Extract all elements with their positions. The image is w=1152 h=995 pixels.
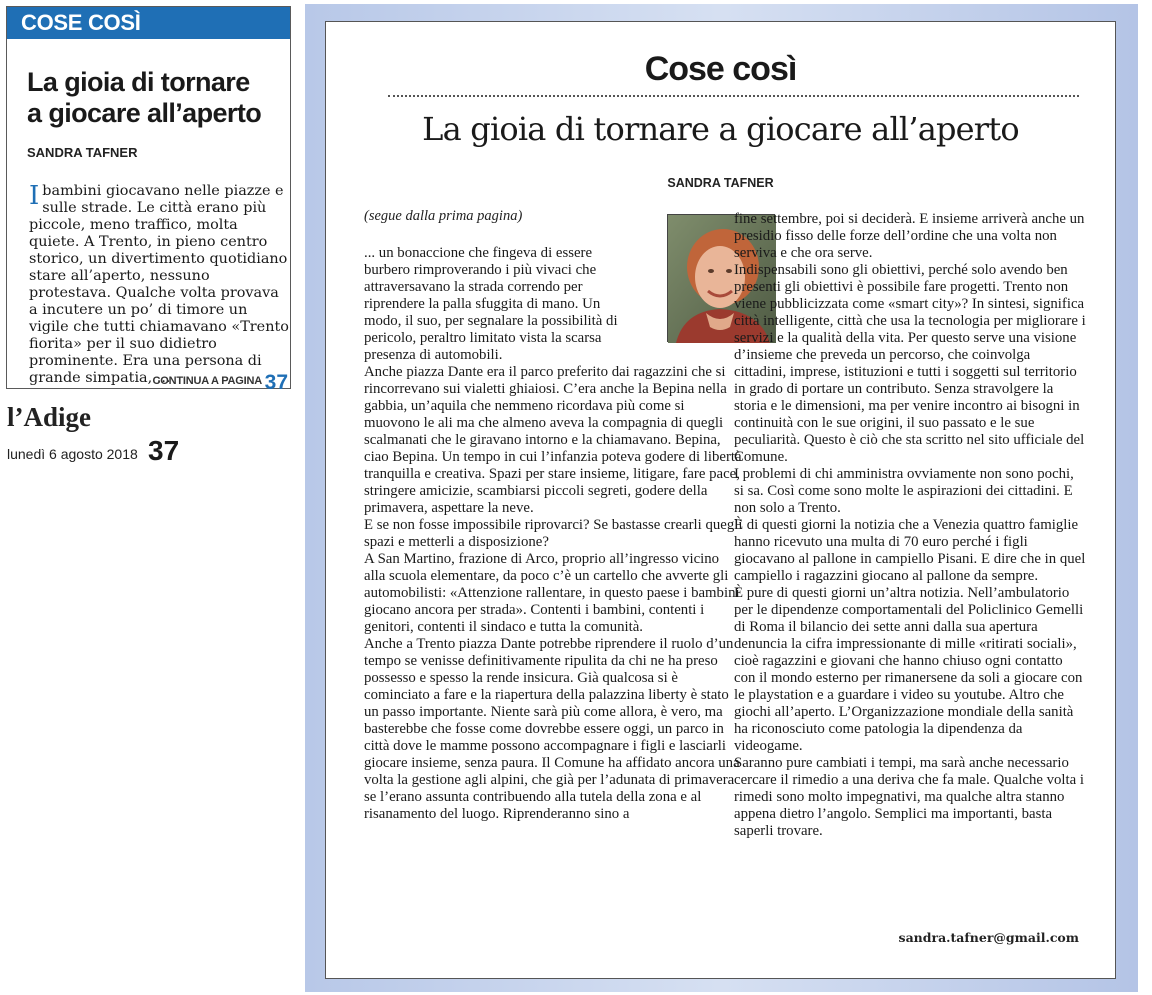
dotted-divider [388,95,1079,97]
teaser-dropcap: I [29,181,40,211]
article-paragraph: Saranno pure cambiati i tempi, ma sarà anche necessario cercare il rimedio a una deriva che fa male. Qualche volta i rimedi sono molto impegnativi, ma qualche altra stanno appena dietro l’angolo. Semplici ma importanti, basta saperli trovare. [734,755,1085,839]
continued-note: (segue dalla prima pagina) [364,208,523,224]
teaser-author: SANDRA TAFNER [27,145,138,160]
continue-page-number[interactable]: 37 [264,371,288,394]
article-title: La gioia di tornare a giocare all’aperto [422,110,1019,148]
article-paragraph: È pure di questi giorni un’altra notizia. Nell’ambulatorio per le dipendenze comportamentali del Policlinico Gemelli di Roma il bilancio dei sette anni dalla sua apertura denuncia la cifra impressionante di mille «ritirati sociali», cioè ragazzini e giovani che hanno chiuso ogni contatto con il mondo esterno per rimanersene da soli a giocare con le playstation e a guardare i video su youtube. Altro che giochi all’aperto. L’Organizzazione mondiale della sanità ha riconosciuto come patologia la dipendenza da videogame. [734,585,1084,754]
article-paragraph: I problemi di chi amministra ovviamente non sono pochi, si sa. Così come sono molte le aspirazioni dei cittadini. E non solo a Trento. [734,466,1074,516]
newspaper-name: l’Adige [7,402,91,432]
article-paragraph: E se non fosse impossibile riprovarci? Se bastasse crearli quegli spazi e metterli a disposizione? [364,517,743,550]
teaser-title-line1: La gioia di tornare [27,67,250,97]
article-paragraph: A San Martino, frazione di Arco, proprio all’ingresso vicino alla scuola elementare, da poco c’è un cartello che avverte gli automobilisti: «Attenzione rallentare, in questo paese i bambini giocano ancora per strada». Contenti i bambini, contenti i genitori, contenti il sindaco e tutta la comunità. [364,551,740,635]
article-paragraph: Anche piazza Dante era il parco preferito dai ragazzini che si rincorrevano sui vialetti ghiaiosi. C’era anche la Bepina nella gabbia, un’aquila che nemmeno ricordava più come si muovono le ali ma che almeno aveva la compagnia di quegli scalmanati che le giravano intorno e la chiamavano. Bepina, ciao Bepina. Un tempo in cui l’infanzia poteva godere di libertà tranquilla e creativa. Spazi per stare insieme, litigare, fare pace, stringere amicizie, scambiarsi piccoli segreti, godere della primavera, aspettare la neve. [364,364,742,516]
article-paragraph: Indispensabili sono gli obiettivi, perché solo avendo ben presenti gli obiettivi è possibile fare progetti. Trento non viene pubblicizzata come «smart city»? In sintesi, significa città intelligente, città che usa la tecnologia per migliorare i servizi e la qualità della vita. Per questo serve una visione d’insieme che preveda un percorso, che coinvolga cittadini, imprese, istituzioni e tutti i soggetti sul territorio in grado di portare un contributo. Senza stravolgere la storia e le dimensioni, ma per venire incontro ai bisogni in continuità con le sue origini, il suo passato e le sue peculiarità. Questo è ciò che sta scritto nel sito ufficiale del Comune. [734,262,1086,465]
continue-link[interactable]: CONTINUA A PAGINA [152,375,262,387]
teaser-title-line2: a giocare all’aperto [27,98,262,128]
article-paragraph: Anche a Trento piazza Dante potrebbe riprendere il ruolo d’un tempo se venisse definitivamente ripulita da chi ne ha preso possesso e spesso la rende insicura. Già qualcosa si è cominciato a fare e la riapertura della palazzina liberty è stato un passo importante. Niente sarà più come allora, è vero, ma basterebbe che fosse come dovrebbe essere oggi, un parco in città dove le mamme possono accompagnare i figli e lasciarli giocare insieme, senza paura. Il Comune ha affidato ancora una volta la gestione agli alpini, che già per l’adunata di primavera se l’erano assunta contribuendo alla tutela della zona e al risanamento del luogo. Riprenderanno sino a [364,636,740,822]
article [325,21,1116,979]
article-paragraph: ... un bonaccione che fingeva di essere burbero rimproverando i più vivaci che attraversavano la strada correndo per riprendere la palla sfuggita di mano. Un modo, il suo, per segnalare la possibilità di pericolo, peraltro limitato vista la scarsa presenza di automobili. [364,245,618,363]
teaser-title[interactable] [27,67,287,129]
front-page-teaser[interactable] [6,6,291,394]
article-column-2 [734,211,1086,936]
issue-page-number: 37 [148,435,180,466]
issue-date: lunedì 6 agosto 2018 [7,446,138,462]
section-heading: Cose così [644,50,797,88]
article-column-1 [364,245,744,963]
article-author: SANDRA TAFNER [667,176,774,190]
author-email[interactable]: sandra.tafner@gmail.com [898,930,1079,945]
article-paragraph: fine settembre, poi si deciderà. E insieme arriverà anche un presidio fisso delle forze dell’ordine che una volta non serviva e che ora serve. [734,211,1085,261]
teaser-body: bambini giocavano nelle piazze e sulle strade. Le città erano più piccole, meno traffico, molta quiete. A Trento, in pieno centro storico, un divertimento quotidiano stare all’aperto, nessuno protestava. Qualche volta provava a incutere un po’ di timore un vigile che tutti chiamavano «Trento fiorita» per il suo didietro prominente. Era una persona di grande simpatia, ... [29,183,289,386]
article-paragraph: È di questi giorni la notizia che a Venezia quattro famiglie hanno ricevuto una multa di 70 euro perché i figli giocavano al pallone in campiello Pisani. E dire che in quel campiello i ragazzini giocano al pallone da sempre. [734,517,1086,584]
teaser-kicker: COSE COSÌ [7,7,290,39]
article-page-frame [305,4,1138,992]
